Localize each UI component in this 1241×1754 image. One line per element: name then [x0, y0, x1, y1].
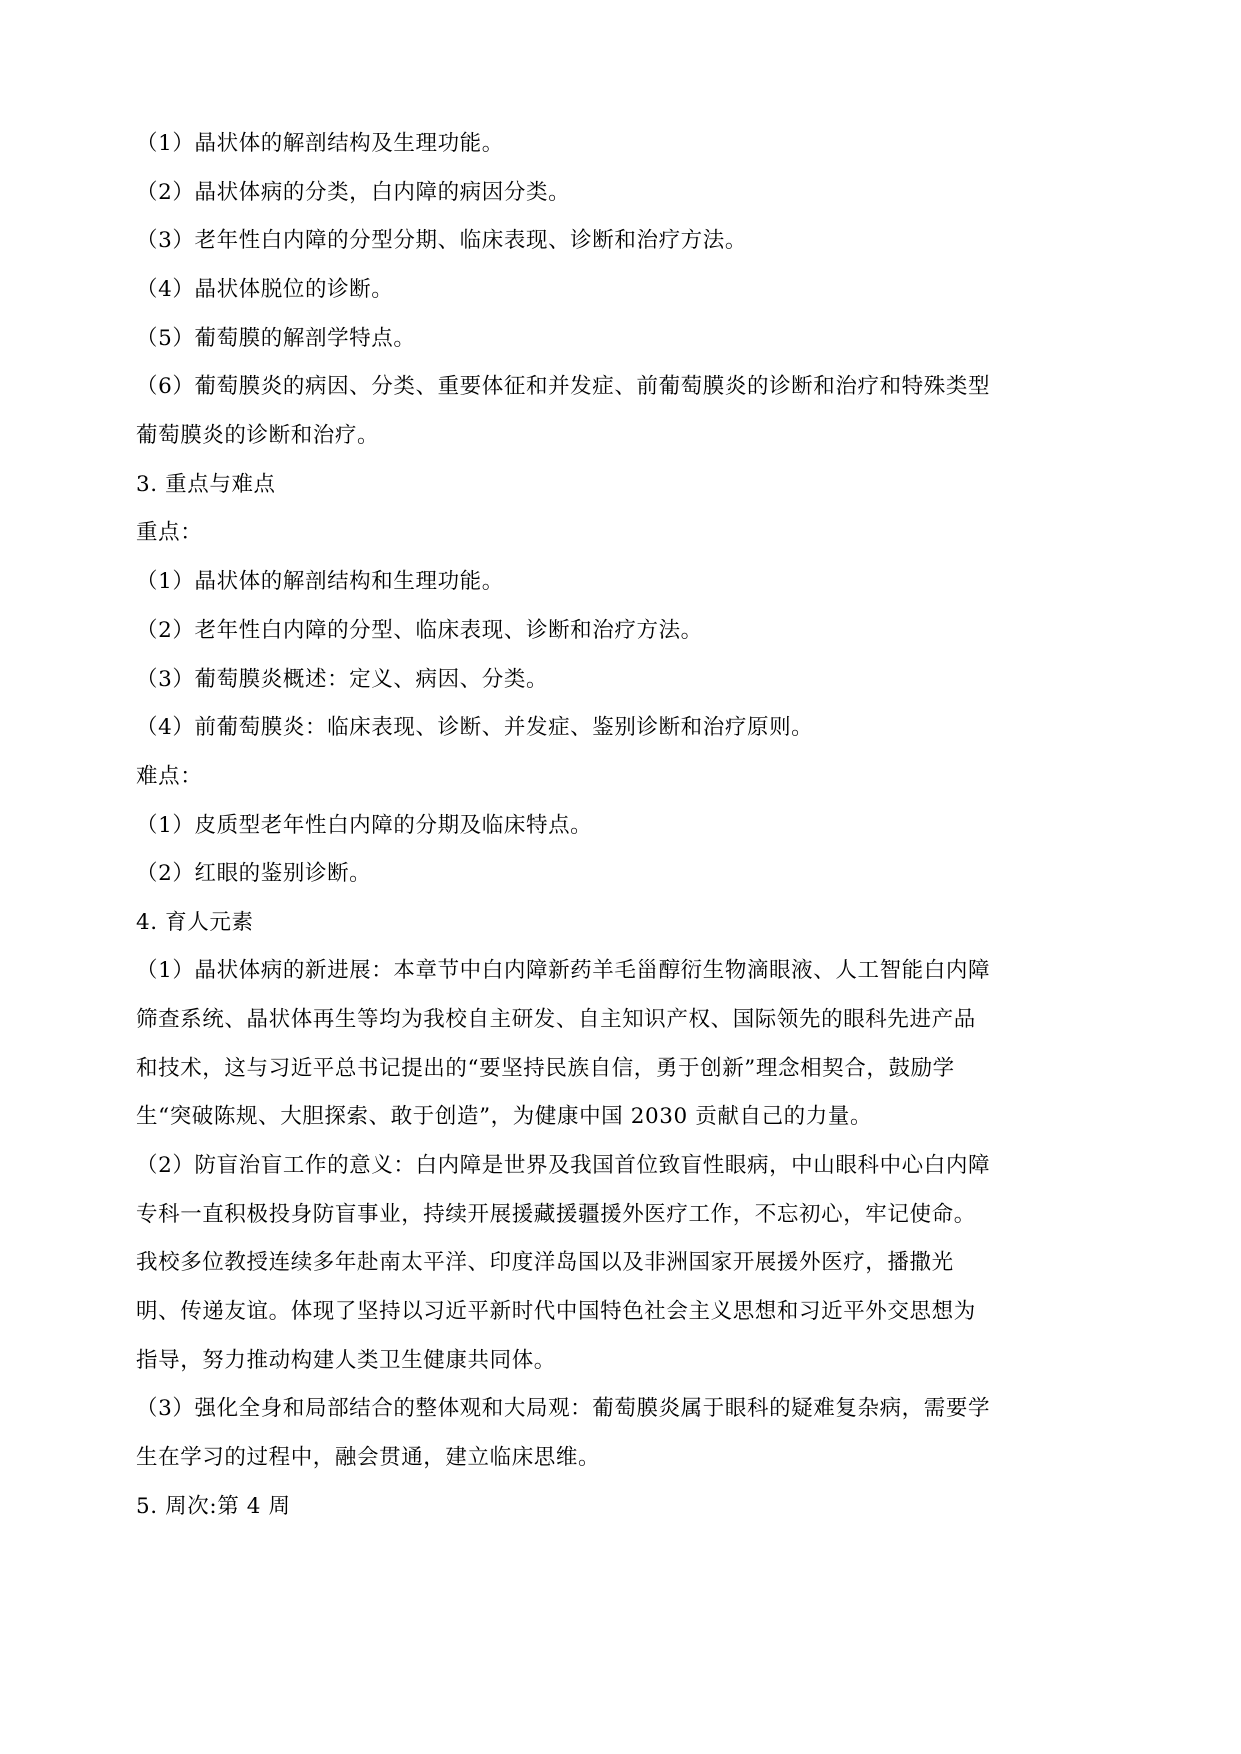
education-item-2-cont: 我校多位教授连续多年赴南太平洋、印度洋岛国以及非洲国家开展援外医疗，播撒光: [136, 1250, 954, 1275]
education-item-2: （2）防盲治盲工作的意义：白内障是世界及我国首位致盲性眼病，中山眼科中心白内障: [136, 1153, 991, 1178]
key-point-2: （2）老年性白内障的分型、临床表现、诊断和治疗方法。: [136, 618, 703, 643]
subheading-difficulties: 难点：: [136, 764, 203, 789]
objective-item-6-cont: 葡萄膜炎的诊断和治疗。: [136, 423, 380, 448]
education-item-2-cont: 专科一直积极投身防盲事业，持续开展援藏援疆援外医疗工作，不忘初心，牢记使命。: [136, 1202, 976, 1227]
key-point-3: （3）葡萄膜炎概述：定义、病因、分类。: [136, 667, 549, 692]
key-point-1: （1）晶状体的解剖结构和生理功能。: [136, 569, 504, 594]
education-item-3-cont: 生在学习的过程中，融会贯通，建立临床思维。: [136, 1445, 601, 1470]
objective-item-5: （5）葡萄膜的解剖学特点。: [136, 326, 416, 351]
education-item-1-cont: 生“突破陈规、大胆探索、敢于创造”，为健康中国 2030 贡献自己的力量。: [136, 1104, 873, 1129]
education-item-1-cont: 筛查系统、晶状体再生等均为我校自主研发、自主知识产权、国际领先的眼科先进产品: [136, 1007, 976, 1032]
section-heading-education: 4. 育人元素: [136, 910, 254, 935]
difficulty-2: （2）红眼的鉴别诊断。: [136, 861, 372, 886]
section-heading-week: 5. 周次:第 4 周: [136, 1494, 291, 1519]
key-point-4: （4）前葡萄膜炎：临床表现、诊断、并发症、鉴别诊断和治疗原则。: [136, 715, 814, 740]
education-item-3: （3）强化全身和局部结合的整体观和大局观：葡萄膜炎属于眼科的疑难复杂病，需要学: [136, 1396, 991, 1421]
education-item-2-cont: 明、传递友谊。体现了坚持以习近平新时代中国特色社会主义思想和习近平外交思想为: [136, 1299, 976, 1324]
education-item-2-cont: 指导，努力推动构建人类卫生健康共同体。: [136, 1348, 556, 1373]
objective-item-6: （6）葡萄膜炎的病因、分类、重要体征和并发症、前葡萄膜炎的诊断和治疗和特殊类型: [136, 374, 991, 399]
difficulty-1: （1）皮质型老年性白内障的分期及临床特点。: [136, 813, 593, 838]
section-heading-focus: 3. 重点与难点: [136, 472, 276, 497]
objective-item-4: （4）晶状体脱位的诊断。: [136, 277, 394, 302]
education-item-1: （1）晶状体病的新进展：本章节中白内障新药羊毛甾醇衍生物滴眼液、人工智能白内障: [136, 958, 991, 983]
education-item-1-cont: 和技术，这与习近平总书记提出的“要坚持民族自信，勇于创新”理念相契合，鼓励学: [136, 1056, 955, 1081]
subheading-key-points: 重点：: [136, 520, 203, 545]
objective-item-3: （3）老年性白内障的分型分期、临床表现、诊断和治疗方法。: [136, 228, 747, 253]
objective-item-2: （2）晶状体病的分类，白内障的病因分类。: [136, 180, 571, 205]
objective-item-1: （1）晶状体的解剖结构及生理功能。: [136, 131, 504, 156]
